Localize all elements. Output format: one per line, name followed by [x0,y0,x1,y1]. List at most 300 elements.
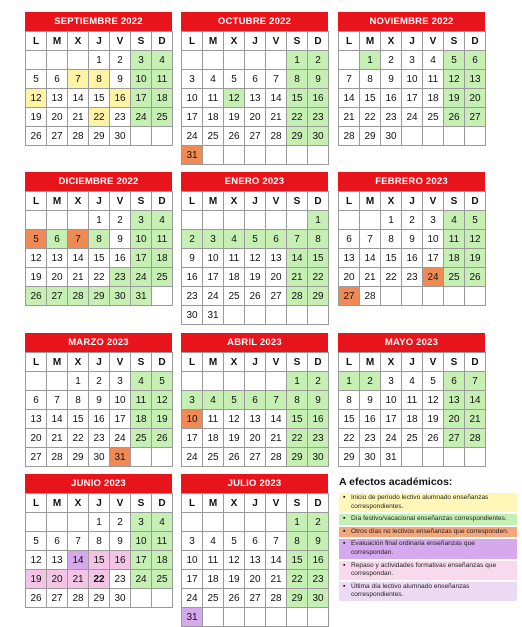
day-cell: 1 [308,211,329,230]
weekday-header: L [182,192,203,211]
weekday-header: M [360,353,381,372]
day-cell: 31 [381,448,402,467]
day-cell: 31 [182,608,203,627]
day-cell: 13 [444,391,465,410]
day-cell: 25 [402,429,423,448]
day-cell: 22 [381,268,402,287]
day-cell: 23 [402,268,423,287]
day-cell: 13 [266,249,287,268]
day-cell: 15 [89,249,110,268]
day-cell: 11 [402,391,423,410]
empty-cell [203,211,224,230]
day-cell: 11 [152,532,173,551]
day-cell: 8 [287,532,308,551]
day-cell: 20 [47,108,68,127]
weekday-header: L [339,192,360,211]
day-cell: 29 [89,127,110,146]
empty-cell [402,127,423,146]
day-cell: 8 [308,230,329,249]
day-cell: 24 [131,570,152,589]
day-cell: 23 [308,429,329,448]
day-cell: 19 [465,249,486,268]
empty-cell [224,146,245,165]
day-cell: 16 [110,89,131,108]
weekday-header: V [110,192,131,211]
day-cell: 12 [444,70,465,89]
empty-cell [47,211,68,230]
weekday-header: S [131,494,152,513]
day-cell: 25 [423,108,444,127]
weekday-header: S [444,32,465,51]
day-cell: 17 [381,410,402,429]
day-cell: 14 [360,249,381,268]
day-cell: 16 [308,551,329,570]
legend [339,476,517,603]
empty-cell [444,448,465,467]
day-cell: 9 [360,391,381,410]
day-cell: 27 [47,589,68,608]
empty-cell [308,146,329,165]
empty-cell [287,146,308,165]
weekday-header: V [423,32,444,51]
weekday-header: J [89,192,110,211]
weekday-header: V [266,32,287,51]
day-cell: 5 [444,51,465,70]
day-cell: 30 [110,287,131,306]
day-cell: 21 [287,268,308,287]
day-cell: 19 [224,429,245,448]
weekday-header: S [444,192,465,211]
day-cell: 13 [47,551,68,570]
empty-cell [339,51,360,70]
weekday-header: J [245,353,266,372]
legend-item: ▪ Repaso y actividades formativas enseñanzas que correspondan. [339,561,517,580]
day-cell: 26 [26,589,47,608]
day-cell: 12 [224,551,245,570]
month-enero-2023 [181,172,328,325]
empty-cell [203,372,224,391]
day-cell: 5 [26,230,47,249]
empty-cell [444,287,465,306]
empty-cell [266,372,287,391]
weekday-header: J [245,32,266,51]
day-cell: 28 [266,448,287,467]
day-cell: 19 [26,108,47,127]
day-cell: 18 [152,89,173,108]
day-cell: 16 [89,410,110,429]
empty-cell [131,589,152,608]
day-cell: 6 [47,532,68,551]
day-cell: 6 [47,230,68,249]
day-cell: 18 [203,108,224,127]
day-cell: 14 [68,551,89,570]
empty-cell [26,372,47,391]
day-cell: 27 [465,108,486,127]
day-cell: 12 [245,249,266,268]
day-cell: 25 [152,268,173,287]
day-cell: 10 [182,89,203,108]
empty-cell [224,51,245,70]
weekday-header: D [308,494,329,513]
day-cell: 9 [89,391,110,410]
day-cell: 19 [224,108,245,127]
day-cell: 8 [360,70,381,89]
day-cell: 9 [182,249,203,268]
weekday-header: S [444,353,465,372]
day-cell: 1 [381,211,402,230]
day-cell: 1 [89,51,110,70]
empty-cell [423,448,444,467]
day-cell: 10 [182,551,203,570]
day-cell: 30 [110,589,131,608]
day-cell: 13 [47,249,68,268]
weekday-header: L [182,353,203,372]
day-cell: 19 [26,268,47,287]
day-cell: 10 [203,249,224,268]
day-cell: 4 [203,70,224,89]
empty-cell [26,51,47,70]
day-cell: 12 [26,249,47,268]
day-cell: 9 [110,230,131,249]
empty-cell [224,306,245,325]
weekday-header: V [266,494,287,513]
day-cell: 2 [110,211,131,230]
day-cell: 2 [360,372,381,391]
day-cell: 12 [224,410,245,429]
day-cell: 29 [339,448,360,467]
day-cell: 8 [89,230,110,249]
day-cell: 22 [287,570,308,589]
day-cell: 16 [308,89,329,108]
day-cell: 7 [360,230,381,249]
empty-cell [203,51,224,70]
day-cell: 3 [131,211,152,230]
day-cell: 27 [245,448,266,467]
day-cell: 26 [152,429,173,448]
day-cell: 30 [308,589,329,608]
day-cell: 10 [423,230,444,249]
day-cell: 23 [308,570,329,589]
day-cell: 21 [68,108,89,127]
day-cell: 16 [402,249,423,268]
month-febrero-2023 [338,172,485,306]
weekday-header: M [203,32,224,51]
day-cell: 23 [360,429,381,448]
day-cell: 4 [152,51,173,70]
month-grid [25,191,173,306]
weekday-header: M [360,192,381,211]
day-cell: 4 [152,211,173,230]
weekday-header: D [308,32,329,51]
day-cell: 26 [224,448,245,467]
day-cell: 31 [110,448,131,467]
day-cell: 6 [245,391,266,410]
day-cell: 4 [423,51,444,70]
weekday-header: X [381,353,402,372]
legend-item: ▪ Evaluación final ordinaria enseñanzas que correspondan. [339,539,517,558]
day-cell: 14 [266,89,287,108]
weekday-header: L [26,494,47,513]
day-cell: 8 [381,230,402,249]
day-cell: 7 [266,391,287,410]
day-cell: 28 [266,589,287,608]
day-cell: 10 [110,391,131,410]
empty-cell [47,51,68,70]
month-mayo-2023 [338,333,485,467]
empty-cell [152,287,173,306]
legend-title: A efectos académicos: [339,476,453,488]
empty-cell [203,146,224,165]
day-cell: 11 [203,410,224,429]
day-cell: 19 [423,410,444,429]
empty-cell [224,372,245,391]
day-cell: 2 [110,51,131,70]
empty-cell [68,51,89,70]
day-cell: 25 [152,570,173,589]
weekday-header: X [68,353,89,372]
day-cell: 25 [203,589,224,608]
day-cell: 14 [266,551,287,570]
empty-cell [245,513,266,532]
empty-cell [266,306,287,325]
day-cell: 29 [68,448,89,467]
day-cell: 21 [68,268,89,287]
legend-item: ▪ Día festivo/vacacional enseñanzas correspondientes. [339,514,517,525]
day-cell: 30 [110,127,131,146]
day-cell: 18 [152,249,173,268]
empty-cell [26,211,47,230]
day-cell: 19 [26,570,47,589]
empty-cell [26,513,47,532]
weekday-header: V [266,353,287,372]
empty-cell [47,513,68,532]
weekday-header: M [203,192,224,211]
day-cell: 19 [152,410,173,429]
day-cell: 10 [131,230,152,249]
day-cell: 25 [224,287,245,306]
legend-item: ▪ Última día lectivo alumnado enseñanzas correspondientes. [339,582,517,601]
weekday-header: M [47,192,68,211]
day-cell: 28 [465,429,486,448]
day-cell: 30 [308,448,329,467]
day-cell: 22 [89,108,110,127]
day-cell: 1 [360,51,381,70]
day-cell: 16 [182,268,203,287]
day-cell: 15 [89,551,110,570]
day-cell: 24 [381,429,402,448]
day-cell: 5 [423,372,444,391]
day-cell: 29 [287,127,308,146]
month-marzo-2023 [25,333,172,467]
weekday-header: D [465,32,486,51]
weekday-header: L [26,353,47,372]
empty-cell [423,127,444,146]
day-cell: 17 [182,429,203,448]
weekday-header: L [182,494,203,513]
empty-cell [465,127,486,146]
day-cell: 13 [339,249,360,268]
legend-item: ▪ Otros días no lectivos enseñanzas que corresponden. [339,527,517,538]
weekday-header: X [224,353,245,372]
day-cell: 2 [381,51,402,70]
day-cell: 14 [287,249,308,268]
day-cell: 11 [203,89,224,108]
month-junio-2023 [25,474,172,608]
empty-cell [131,127,152,146]
day-cell: 24 [182,589,203,608]
weekday-header: V [110,353,131,372]
day-cell: 11 [152,70,173,89]
day-cell: 24 [402,108,423,127]
day-cell: 26 [224,589,245,608]
day-cell: 1 [89,211,110,230]
day-cell: 28 [68,589,89,608]
weekday-header: L [339,32,360,51]
day-cell: 20 [465,89,486,108]
empty-cell [224,211,245,230]
day-cell: 14 [68,249,89,268]
empty-cell [339,211,360,230]
legend-list [339,493,517,601]
day-cell: 2 [308,51,329,70]
day-cell: 7 [47,391,68,410]
day-cell: 27 [245,589,266,608]
day-cell: 14 [339,89,360,108]
month-abril-2023 [181,333,328,467]
day-cell: 6 [465,51,486,70]
day-cell: 18 [203,429,224,448]
day-cell: 31 [182,146,203,165]
empty-cell [131,448,152,467]
day-cell: 5 [26,532,47,551]
day-cell: 11 [131,391,152,410]
day-cell: 21 [266,570,287,589]
day-cell: 31 [131,287,152,306]
day-cell: 17 [131,249,152,268]
empty-cell [182,372,203,391]
day-cell: 15 [89,89,110,108]
day-cell: 1 [89,513,110,532]
weekday-header: X [68,192,89,211]
day-cell: 20 [26,429,47,448]
weekday-header: L [182,32,203,51]
legend-item: ▪ Inicio de período lectivo alumnado enseñanzas correspondientes. [339,493,517,512]
day-cell: 19 [444,89,465,108]
day-cell: 9 [402,230,423,249]
empty-cell [245,211,266,230]
day-cell: 25 [131,429,152,448]
day-cell: 1 [68,372,89,391]
day-cell: 20 [266,268,287,287]
day-cell: 22 [89,570,110,589]
empty-cell [402,448,423,467]
month-title: MARZO 2023 [25,333,172,352]
day-cell: 5 [152,372,173,391]
day-cell: 15 [68,410,89,429]
day-cell: 11 [152,230,173,249]
day-cell: 17 [131,551,152,570]
day-cell: 29 [89,287,110,306]
day-cell: 13 [245,89,266,108]
day-cell: 10 [131,70,152,89]
month-title: OCTUBRE 2022 [181,12,328,31]
weekday-header: V [423,192,444,211]
empty-cell [182,51,203,70]
weekday-header: V [423,353,444,372]
day-cell: 2 [402,211,423,230]
empty-cell [68,513,89,532]
month-grid [181,31,329,165]
empty-cell [402,287,423,306]
day-cell: 17 [182,570,203,589]
day-cell: 21 [47,429,68,448]
empty-cell [152,589,173,608]
day-cell: 27 [339,287,360,306]
month-grid [181,493,329,627]
weekday-header: L [26,32,47,51]
day-cell: 24 [203,287,224,306]
day-cell: 19 [245,268,266,287]
empty-cell [308,306,329,325]
month-title: MAYO 2023 [338,333,485,352]
weekday-header: S [287,353,308,372]
day-cell: 28 [47,448,68,467]
month-title: ABRIL 2023 [181,333,328,352]
day-cell: 1 [339,372,360,391]
weekday-header: M [47,32,68,51]
day-cell: 4 [224,230,245,249]
day-cell: 15 [287,551,308,570]
month-title: FEBRERO 2023 [338,172,485,191]
day-cell: 9 [308,391,329,410]
day-cell: 3 [182,532,203,551]
day-cell: 30 [89,448,110,467]
day-cell: 25 [203,448,224,467]
day-cell: 7 [68,70,89,89]
day-cell: 26 [26,287,47,306]
weekday-header: M [203,494,224,513]
day-cell: 7 [266,532,287,551]
empty-cell [287,211,308,230]
weekday-header: D [465,192,486,211]
day-cell: 1 [287,372,308,391]
day-cell: 9 [110,70,131,89]
weekday-header: D [465,353,486,372]
day-cell: 5 [465,211,486,230]
day-cell: 24 [131,268,152,287]
day-cell: 3 [131,51,152,70]
day-cell: 3 [203,230,224,249]
day-cell: 6 [47,70,68,89]
day-cell: 9 [308,70,329,89]
day-cell: 20 [47,268,68,287]
month-title: SEPTIEMBRE 2022 [25,12,172,31]
day-cell: 21 [339,108,360,127]
weekday-header: S [287,494,308,513]
day-cell: 13 [26,410,47,429]
day-cell: 16 [360,410,381,429]
day-cell: 5 [224,532,245,551]
day-cell: 3 [110,372,131,391]
month-title: JUNIO 2023 [25,474,172,493]
day-cell: 15 [339,410,360,429]
weekday-header: J [89,32,110,51]
day-cell: 8 [68,391,89,410]
day-cell: 3 [182,70,203,89]
day-cell: 7 [287,230,308,249]
day-cell: 8 [287,70,308,89]
month-title: NOVIEMBRE 2022 [338,12,485,31]
